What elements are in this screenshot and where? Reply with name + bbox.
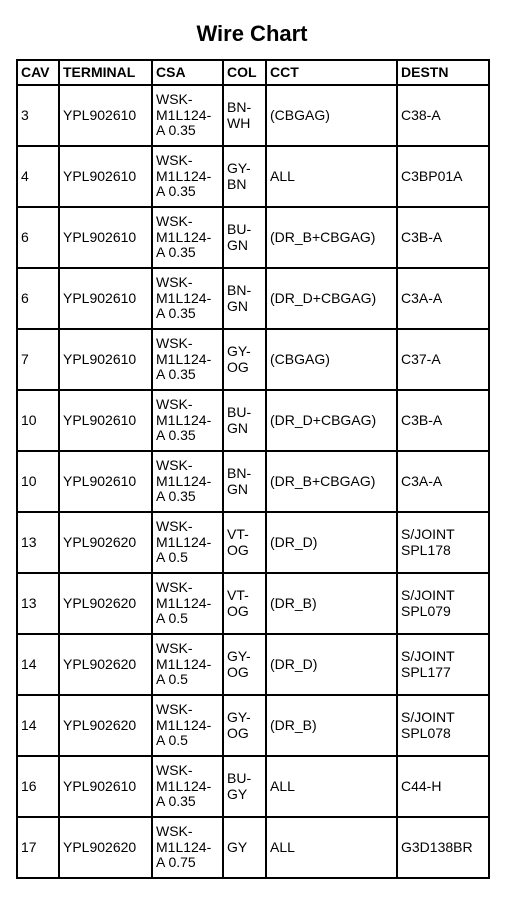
destn-cell: S/JOINT SPL079: [397, 573, 489, 634]
cct-cell: (CBGAG): [266, 329, 397, 390]
cct-cell: ALL: [266, 756, 397, 817]
table-row: [17, 634, 489, 695]
col-cell: BU- GN: [223, 390, 266, 451]
col-cell: VT- OG: [223, 512, 266, 573]
column-header-destn: DESTN: [397, 60, 489, 85]
col-cell: BN- WH: [223, 85, 266, 146]
csa-cell: WSK- M1L124- A 0.35: [152, 451, 223, 512]
cav-cell: 6: [17, 268, 59, 329]
column-header-csa: CSA: [152, 60, 223, 85]
table-row: [17, 695, 489, 756]
col-cell: GY- BN: [223, 146, 266, 207]
terminal-cell: YPL902610: [59, 146, 152, 207]
cct-cell: ALL: [266, 146, 397, 207]
cav-cell: 7: [17, 329, 59, 390]
cct-cell: (DR_B): [266, 695, 397, 756]
cav-cell: 16: [17, 756, 59, 817]
cav-cell: 13: [17, 512, 59, 573]
col-cell: GY- OG: [223, 695, 266, 756]
cct-cell: (DR_B+CBGAG): [266, 451, 397, 512]
csa-cell: WSK- M1L124- A 0.35: [152, 329, 223, 390]
table-row: [17, 390, 489, 451]
table-row: [17, 85, 489, 146]
cct-cell: (DR_D+CBGAG): [266, 390, 397, 451]
cct-cell: (DR_B+CBGAG): [266, 207, 397, 268]
cct-cell: (DR_B): [266, 573, 397, 634]
table-row: [17, 146, 489, 207]
csa-cell: WSK- M1L124- A 0.5: [152, 512, 223, 573]
csa-cell: WSK- M1L124- A 0.35: [152, 146, 223, 207]
csa-cell: WSK- M1L124- A 0.75: [152, 817, 223, 878]
col-cell: VT- OG: [223, 573, 266, 634]
wire-chart-table: [16, 59, 490, 879]
terminal-cell: YPL902610: [59, 268, 152, 329]
cav-cell: 10: [17, 390, 59, 451]
col-cell: GY- OG: [223, 329, 266, 390]
cav-cell: 17: [17, 817, 59, 878]
destn-cell: C3A-A: [397, 268, 489, 329]
column-header-col: COL: [223, 60, 266, 85]
csa-cell: WSK- M1L124- A 0.35: [152, 207, 223, 268]
destn-cell: S/JOINT SPL177: [397, 634, 489, 695]
cct-cell: (DR_D): [266, 634, 397, 695]
destn-cell: C37-A: [397, 329, 489, 390]
destn-cell: S/JOINT SPL078: [397, 695, 489, 756]
cav-cell: 10: [17, 451, 59, 512]
terminal-cell: YPL902610: [59, 756, 152, 817]
destn-cell: G3D138BR: [397, 817, 489, 878]
destn-cell: C3B-A: [397, 390, 489, 451]
terminal-cell: YPL902610: [59, 451, 152, 512]
page-title: Wire Chart: [196, 21, 308, 46]
table-row: [17, 512, 489, 573]
destn-cell: C38-A: [397, 85, 489, 146]
col-cell: GY- OG: [223, 634, 266, 695]
csa-cell: WSK- M1L124- A 0.35: [152, 756, 223, 817]
col-cell: GY: [223, 817, 266, 878]
table-row: [17, 817, 489, 878]
cav-cell: 14: [17, 695, 59, 756]
cct-cell: (DR_D): [266, 512, 397, 573]
terminal-cell: YPL902610: [59, 85, 152, 146]
csa-cell: WSK- M1L124- A 0.5: [152, 695, 223, 756]
column-header-cct: CCT: [266, 60, 397, 85]
cav-cell: 4: [17, 146, 59, 207]
destn-cell: C3B-A: [397, 207, 489, 268]
table-row: [17, 268, 489, 329]
col-cell: BN- GN: [223, 268, 266, 329]
column-header-terminal: TERMINAL: [59, 60, 152, 85]
table-row: [17, 207, 489, 268]
destn-cell: C3A-A: [397, 451, 489, 512]
table-row: [17, 573, 489, 634]
cct-cell: (DR_D+CBGAG): [266, 268, 397, 329]
col-cell: BU- GY: [223, 756, 266, 817]
table-row: [17, 329, 489, 390]
destn-cell: C3BP01A: [397, 146, 489, 207]
table-row: [17, 451, 489, 512]
table-row: [17, 756, 489, 817]
terminal-cell: YPL902620: [59, 512, 152, 573]
csa-cell: WSK- M1L124- A 0.35: [152, 390, 223, 451]
column-header-cav: CAV: [17, 60, 59, 85]
terminal-cell: YPL902610: [59, 329, 152, 390]
cav-cell: 14: [17, 634, 59, 695]
cav-cell: 3: [17, 85, 59, 146]
terminal-cell: YPL902610: [59, 207, 152, 268]
cav-cell: 13: [17, 573, 59, 634]
terminal-cell: YPL902620: [59, 634, 152, 695]
table-header-row: [17, 60, 489, 85]
csa-cell: WSK- M1L124- A 0.5: [152, 573, 223, 634]
cav-cell: 6: [17, 207, 59, 268]
terminal-cell: YPL902610: [59, 390, 152, 451]
terminal-cell: YPL902620: [59, 817, 152, 878]
col-cell: BU- GN: [223, 207, 266, 268]
csa-cell: WSK- M1L124- A 0.35: [152, 268, 223, 329]
csa-cell: WSK- M1L124- A 0.35: [152, 85, 223, 146]
table-body: [17, 85, 489, 878]
destn-cell: S/JOINT SPL178: [397, 512, 489, 573]
terminal-cell: YPL902620: [59, 695, 152, 756]
cct-cell: ALL: [266, 817, 397, 878]
destn-cell: C44-H: [397, 756, 489, 817]
cct-cell: (CBGAG): [266, 85, 397, 146]
csa-cell: WSK- M1L124- A 0.5: [152, 634, 223, 695]
col-cell: BN- GN: [223, 451, 266, 512]
terminal-cell: YPL902620: [59, 573, 152, 634]
